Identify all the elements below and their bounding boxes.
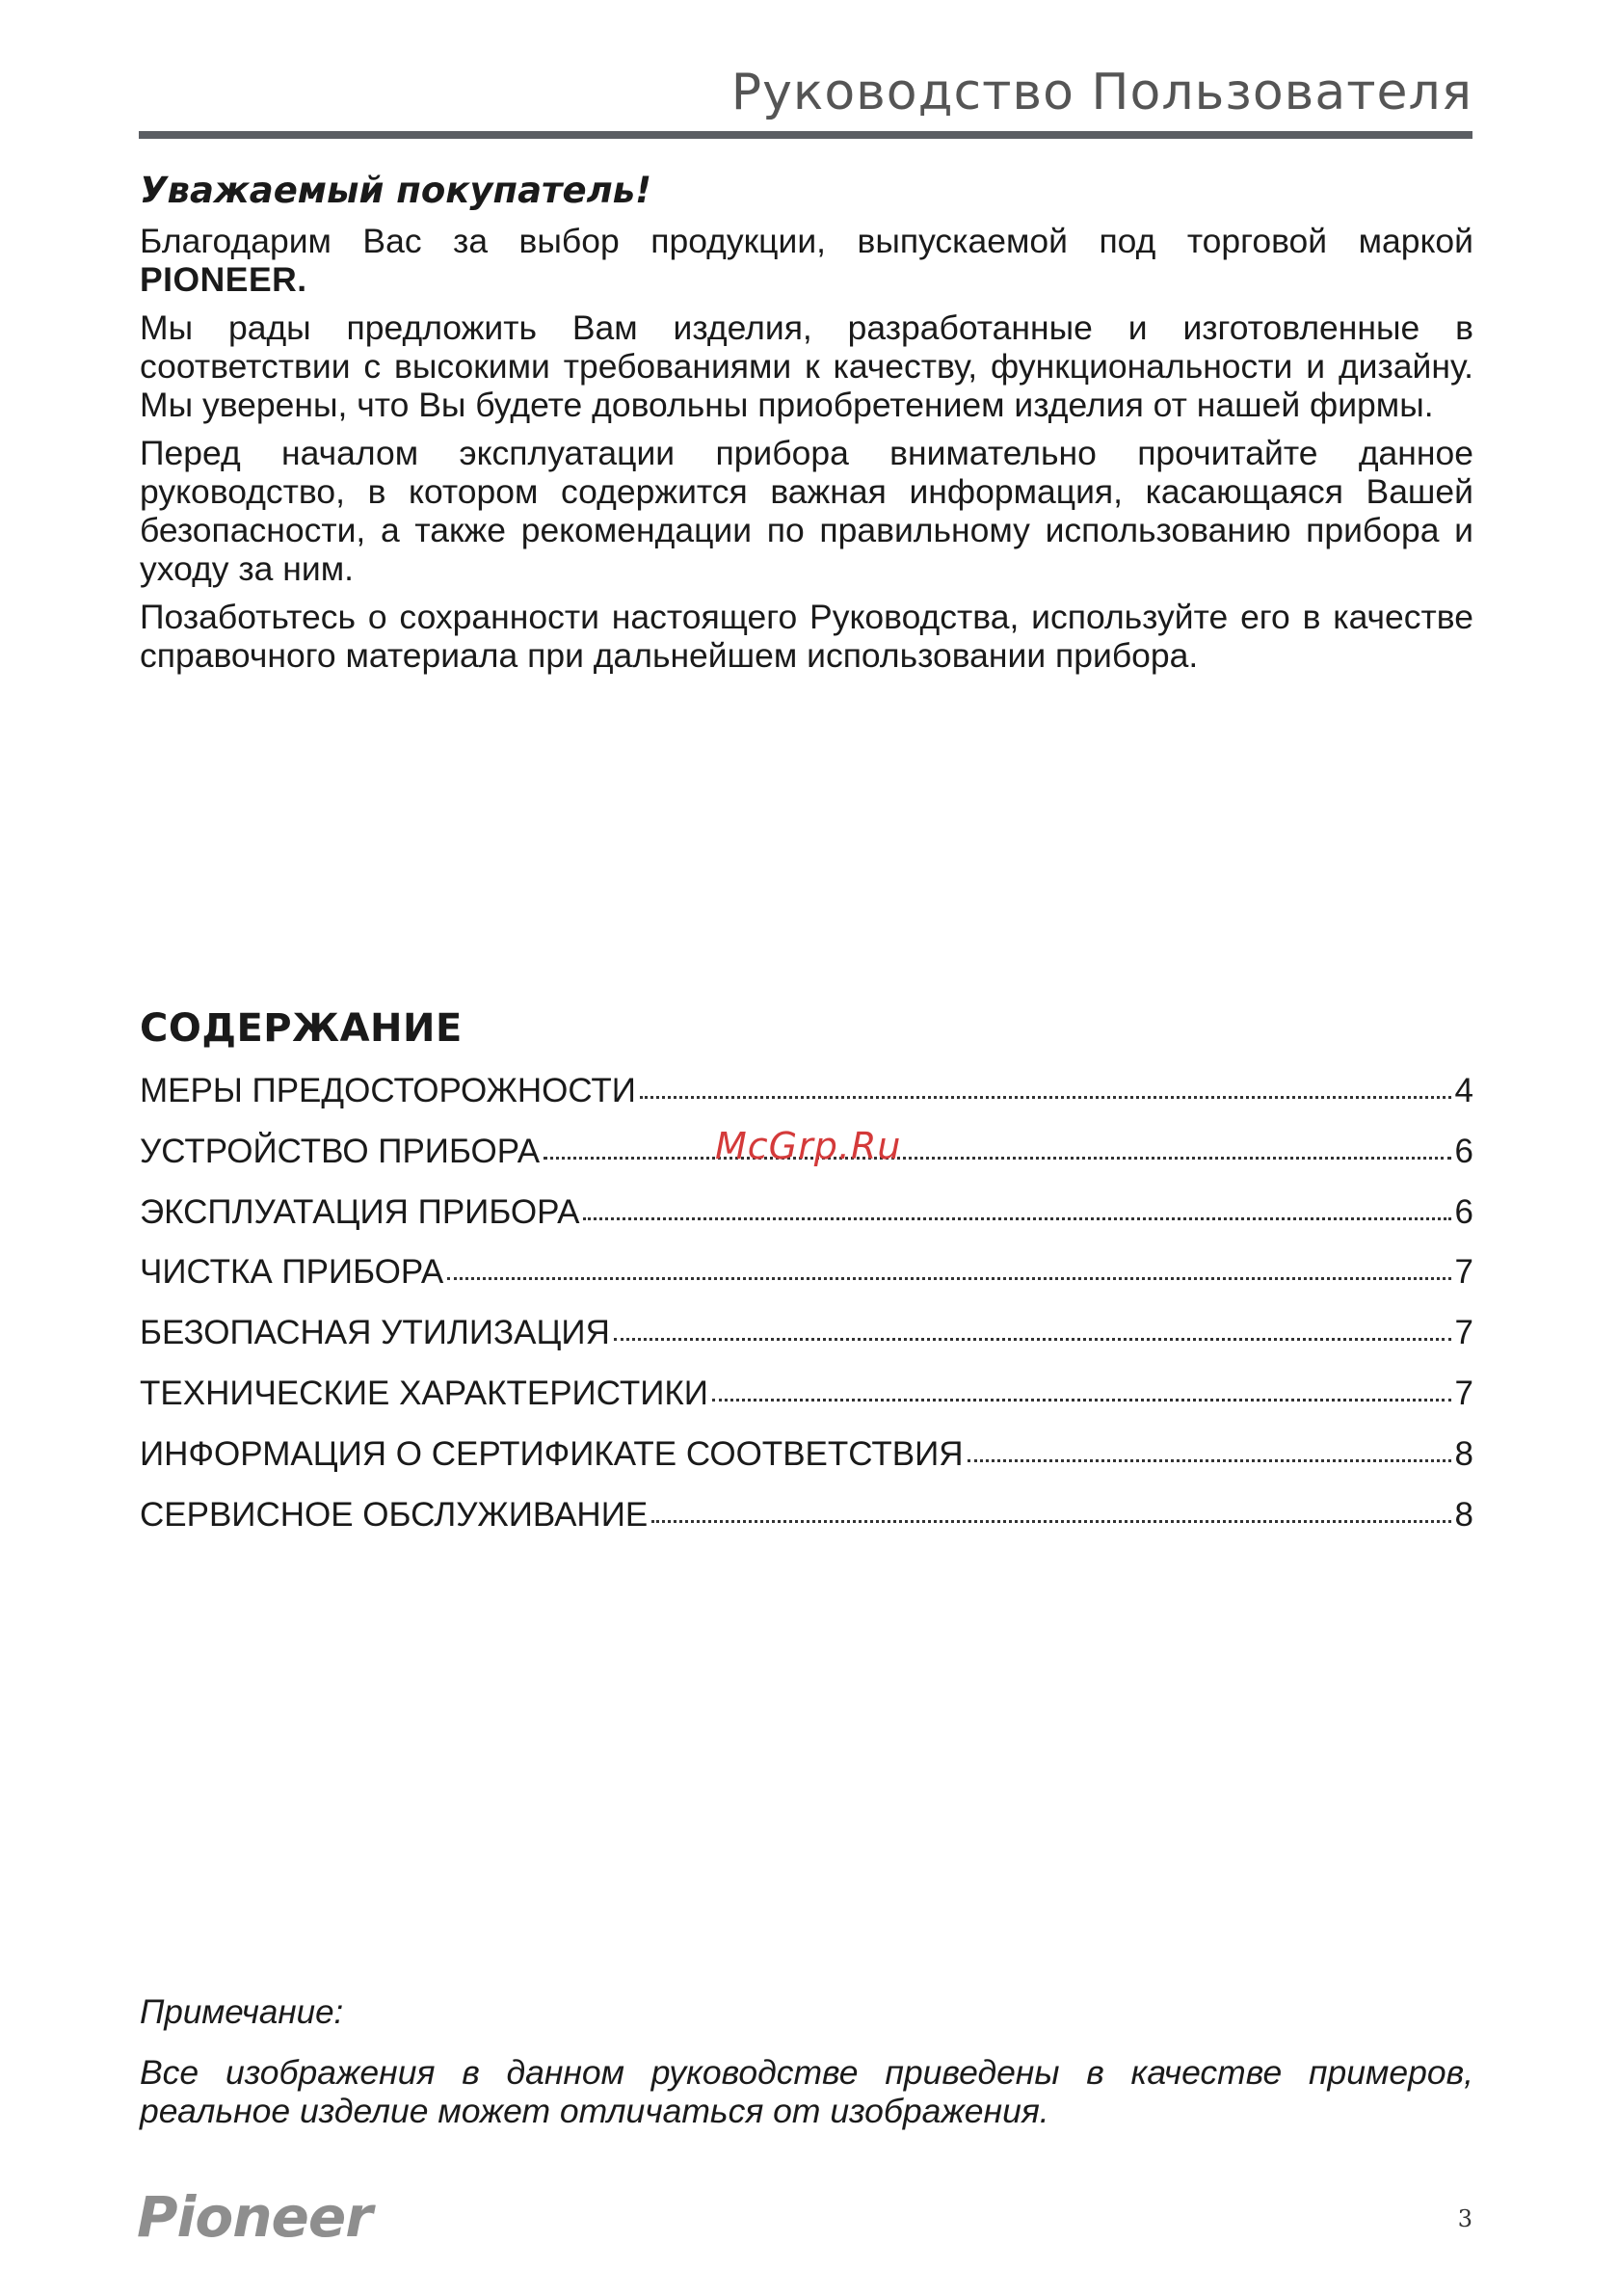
toc-leader <box>968 1459 1451 1462</box>
intro-paragraph-3: Перед началом эксплуатации прибора внимательно прочитайте данное руководство, в котором содержится важная информация, касающаяся Вашей безопасности, а также рекомендации по правильному использованию прибора и уходу за ним. <box>140 434 1473 588</box>
toc-item-title: СЕРВИСНОЕ ОБСЛУЖИВАНИЕ <box>140 1495 649 1534</box>
toc-item-page: 8 <box>1454 1434 1473 1473</box>
toc-item-title: УСТРОЙСТВО ПРИБОРА <box>140 1132 541 1170</box>
intro-paragraph-2: Мы рады предложить Вам изделия, разработанные и изготовленные в соответствии с высокими требованиями к качеству, функциональности и дизайну. Мы уверены, что Вы будете довольны приобретением изделия от нашей фирмы. <box>140 308 1473 424</box>
toc-leader <box>651 1520 1450 1523</box>
toc-item-page: 7 <box>1454 1314 1473 1352</box>
note-text: Все изображения в данном руководстве приведены в качестве примеров, реальное изделие может отличаться от изображения. <box>140 2053 1473 2130</box>
toc-item-page: 8 <box>1454 1495 1473 1534</box>
toc-leader <box>544 1157 1450 1160</box>
header-divider <box>139 131 1472 139</box>
toc-item[interactable] <box>140 1072 1473 1133</box>
page-header-title: Руководство Пользователя <box>730 64 1472 121</box>
intro-paragraph-1 <box>140 222 1473 299</box>
toc-item-title: ЭКСПЛУАТАЦИЯ ПРИБОРА <box>140 1192 580 1231</box>
toc-item[interactable] <box>140 1314 1473 1375</box>
toc-item-page: 6 <box>1454 1132 1473 1170</box>
toc-item-page: 7 <box>1454 1374 1473 1412</box>
toc-item[interactable] <box>140 1496 1473 1557</box>
toc-leader <box>447 1277 1450 1280</box>
toc-leader <box>640 1096 1451 1099</box>
toc-item-title: ИНФОРМАЦИЯ О СЕРТИФИКАТЕ СООТВЕТСТВИЯ <box>140 1434 964 1473</box>
toc-heading: СОДЕРЖАНИЕ <box>140 1006 463 1051</box>
intro-paragraph-1-text: Благодарим Вас за выбор продукции, выпускаемой под торговой маркой <box>140 222 1473 260</box>
intro-paragraph-4: Позаботьтесь о сохранности настоящего Руководства, используйте его в качестве справочного материала при дальнейшем использовании прибора. <box>140 598 1473 675</box>
note-label: Примечание: <box>140 1993 344 2031</box>
greeting-heading: Уважаемый покупатель! <box>140 170 651 211</box>
toc-item-page: 4 <box>1454 1072 1473 1109</box>
toc-item-title: ТЕХНИЧЕСКИЕ ХАРАКТЕРИСТИКИ <box>140 1374 708 1412</box>
toc-leader <box>614 1338 1451 1341</box>
toc-item[interactable] <box>140 1193 1473 1254</box>
toc-leader <box>712 1399 1451 1402</box>
intro-section <box>140 222 1473 684</box>
brand-name: PIONEER. <box>140 260 307 299</box>
toc-item[interactable] <box>140 1435 1473 1496</box>
toc-item[interactable] <box>140 1253 1473 1314</box>
toc-item-title: МЕРЫ ПРЕДОСТОРОЖНОСТИ <box>140 1072 636 1109</box>
page-number: 3 <box>1457 2205 1472 2232</box>
pioneer-logo: Pioneer <box>137 2184 372 2250</box>
toc-item-title: БЕЗОПАСНАЯ УТИЛИЗАЦИЯ <box>140 1314 610 1352</box>
toc-item-page: 7 <box>1454 1253 1473 1292</box>
toc-item-title: ЧИСТКА ПРИБОРА <box>140 1253 444 1292</box>
watermark: McGrp.Ru <box>715 1125 902 1167</box>
toc-item-page: 6 <box>1454 1192 1473 1231</box>
toc-item[interactable] <box>140 1375 1473 1435</box>
toc-leader <box>583 1217 1450 1220</box>
